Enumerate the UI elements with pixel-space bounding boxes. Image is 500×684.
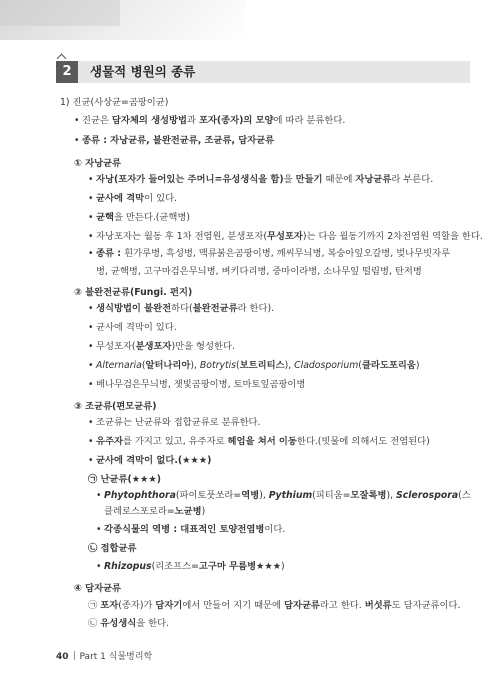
text-run: 과 [187,115,199,126]
text-run: ㉠ 난균류(★★★) [88,474,161,485]
text-run: 흰가루병, 흑성병, 맥류붉은곰팡이병, 깨씨무늬병, 복숭아잎오갈병, 벚나무빗자루 [124,248,451,259]
text-run: 담자체의 생성방법 [111,115,187,126]
text-run: 종류 : [96,248,125,259]
text-run: ) [281,561,285,572]
page-number: 40 [56,652,69,662]
text-run: 생식방법이 불완전 [96,303,172,314]
text-run: 클라도포리움 [361,360,416,371]
text-run: Cladosporium [294,360,359,371]
text-run: Rhizopus [104,561,152,572]
text-run: 포자(종자)의 모양 [198,115,274,126]
text-run: (Fungi. 펀지) [130,287,193,298]
text-run: ), [190,360,200,371]
bullet-icon: • [88,436,94,447]
text-run: ), [386,490,397,501]
text-run: ③ 조균류(편모균류) [74,401,157,412]
text-run: 노균병 [174,506,202,517]
text-run: 자낭균류 [355,174,392,185]
text-run: Botrytis [199,360,237,371]
text-run: 각종식물의 역병 : 대표적인 토양전염병 [104,524,265,535]
text-run: ) [415,360,420,371]
text-line [88,417,261,429]
text-run: ㉡ [88,618,101,629]
text-run: 보트리티스 [239,360,285,371]
text-run: ( [358,360,362,371]
text-run: 병, 균핵병, 고구마검은무늬병, 벼키다리병, 중마이라병, 소나무잎 떨림병, 탄저병 [96,266,422,277]
bullet-icon: • [96,524,102,535]
text-line [88,379,305,391]
section-header [56,61,470,83]
text-run: ) [201,506,206,517]
text-run: 라 한다). [237,303,275,314]
text-run: 라 부른다. [391,174,434,185]
text-run: 균핵 [96,212,114,223]
text-run: (종자)가 [118,600,156,611]
text-run: 진균은 [82,115,112,126]
text-line [88,193,177,205]
text-run: 에 따라 분류한다. [273,115,346,126]
text-run: Phytophthora [104,490,176,501]
text-run: ), [284,360,295,371]
text-run: 불완전균류 [192,303,238,314]
bullet-icon: • [88,303,94,314]
text-run: 때문에 [322,174,356,185]
bullet-icon: • [88,231,94,242]
text-run: 이 있다. [144,193,178,204]
text-line [96,561,285,573]
text-run: ), [259,490,269,501]
text-line [88,341,235,353]
bullet-icon: • [88,417,94,428]
text-line [88,248,450,260]
text-run: 담자기 [155,600,183,611]
text-run: 균사에 격막이 있다. [96,322,177,333]
bullet-icon: • [88,174,94,185]
text-line [88,212,190,224]
text-run: 만들기 [295,174,323,185]
bullet-icon: • [96,561,102,572]
page-footer [56,649,152,662]
text-run: 을 만든다.(균핵병) [113,212,190,223]
text-run: 자낭포자는 월동 후 1차 전염원, 분생포자( [96,231,267,242]
bullet-icon: • [88,322,94,333]
bullet-icon: • [88,193,94,204]
text-run: 라고 한다. [319,600,365,611]
text-run: ① 자낭균류 [74,158,122,169]
text-run: 유주자 [96,436,123,447]
text-run: 배나무검은무늬병, 잿빛곰팡이병, 토마토잎곰팡이병 [96,379,306,390]
text-run: ② 불완전균류 [74,287,131,298]
footer-part-title: Part 1 식물병리학 [79,652,153,662]
bullet-icon: • [88,379,94,390]
text-run: 클레로스포로라= [104,506,175,517]
text-line [104,506,205,518]
text-line [96,524,285,536]
footer-divider [74,651,75,660]
text-run: Sclerospora [396,490,459,501]
text-run: 종류 : 자낭균류, 불완전균류, 조균류, 담자균류 [82,135,275,146]
text-run: ㉡ 접합균류 [88,543,137,554]
text-run: 무성포자 [266,231,303,242]
text-line [88,474,161,486]
text-line [96,490,471,502]
section-number: 2 [56,61,78,83]
bullet-icon: • [96,490,102,501]
text-run: 도 담자균류이다. [391,600,461,611]
text-run: 담자균류 [283,600,320,611]
text-line [96,266,422,278]
text-run: 고구마 무름병★★★ [198,561,282,572]
text-run: 알터나리아 [145,360,191,371]
text-line [88,360,419,372]
text-run: 자낭(포자가 들어있는 주머니=유성생식을 함) [96,174,284,185]
bullet-icon: • [74,135,80,146]
text-run: ㉠ [88,600,101,611]
text-run: 무성포자( [96,341,136,352]
bullet-icon: • [88,212,94,223]
text-run: 균사에 격막 [96,193,145,204]
text-run: 버섯류 [364,600,392,611]
text-run: ( [141,360,146,371]
text-run: 에서 만들어 지기 때문에 [182,600,284,611]
bullet-icon: • [88,360,94,371]
text-run: (스 [458,490,471,501]
text-line [74,287,192,299]
text-run: 이다. [264,524,286,535]
text-run: 모잘록병 [350,490,387,501]
page-corner-decoration [0,0,245,40]
text-run: 헤엄을 쳐서 이동 [227,436,297,447]
text-line [88,303,274,315]
bullet-icon: • [88,455,94,466]
text-run: Alternaria [96,360,142,371]
text-run: (피티움= [312,490,351,501]
text-line [88,455,211,467]
text-line [74,135,274,147]
text-run: 을 한다. [136,618,170,629]
text-line [88,322,177,334]
text-run: 1) 진균(사상균=곰팡이균) [60,97,169,108]
text-line [74,115,345,127]
text-line [88,600,460,612]
section-title: 생물적 병원의 종류 [90,64,196,79]
text-run: 유성생식 [100,618,137,629]
text-line [88,436,430,448]
text-line [88,618,169,630]
text-run: )만을 형성한다. [171,341,235,352]
text-line [60,97,168,109]
text-run: 한다.(빗물에 의해서도 전염된다) [296,436,430,447]
text-line [88,174,433,186]
text-run: (파이토풋쏘라= [175,490,242,501]
text-line [88,543,136,555]
text-line [74,583,121,595]
text-run: 역병 [241,490,260,501]
bullet-icon: • [88,248,94,259]
text-run: 을 [283,174,296,185]
text-run: 를 가지고 있고, 유주자로 [122,436,228,447]
bullet-icon: • [74,115,80,126]
text-run: ( [236,360,240,371]
text-run: )는 다음 월동기까지 2차전염원 역할을 한다. [302,231,483,242]
text-run: 조균류는 난균류와 접합균류로 분류한다. [96,417,261,428]
text-run: Pythium [268,490,313,501]
text-line [88,231,483,243]
bullet-icon: • [88,341,94,352]
text-run: 하다( [171,303,193,314]
text-line [74,158,121,170]
text-run: (리조프스= [151,561,199,572]
text-run: 균사에 격막이 없다.(★★★) [96,455,212,466]
text-run: 분생포자 [135,341,172,352]
text-run: ④ 담자균류 [74,583,122,594]
text-run: 포자 [100,600,119,611]
text-line [74,401,156,413]
